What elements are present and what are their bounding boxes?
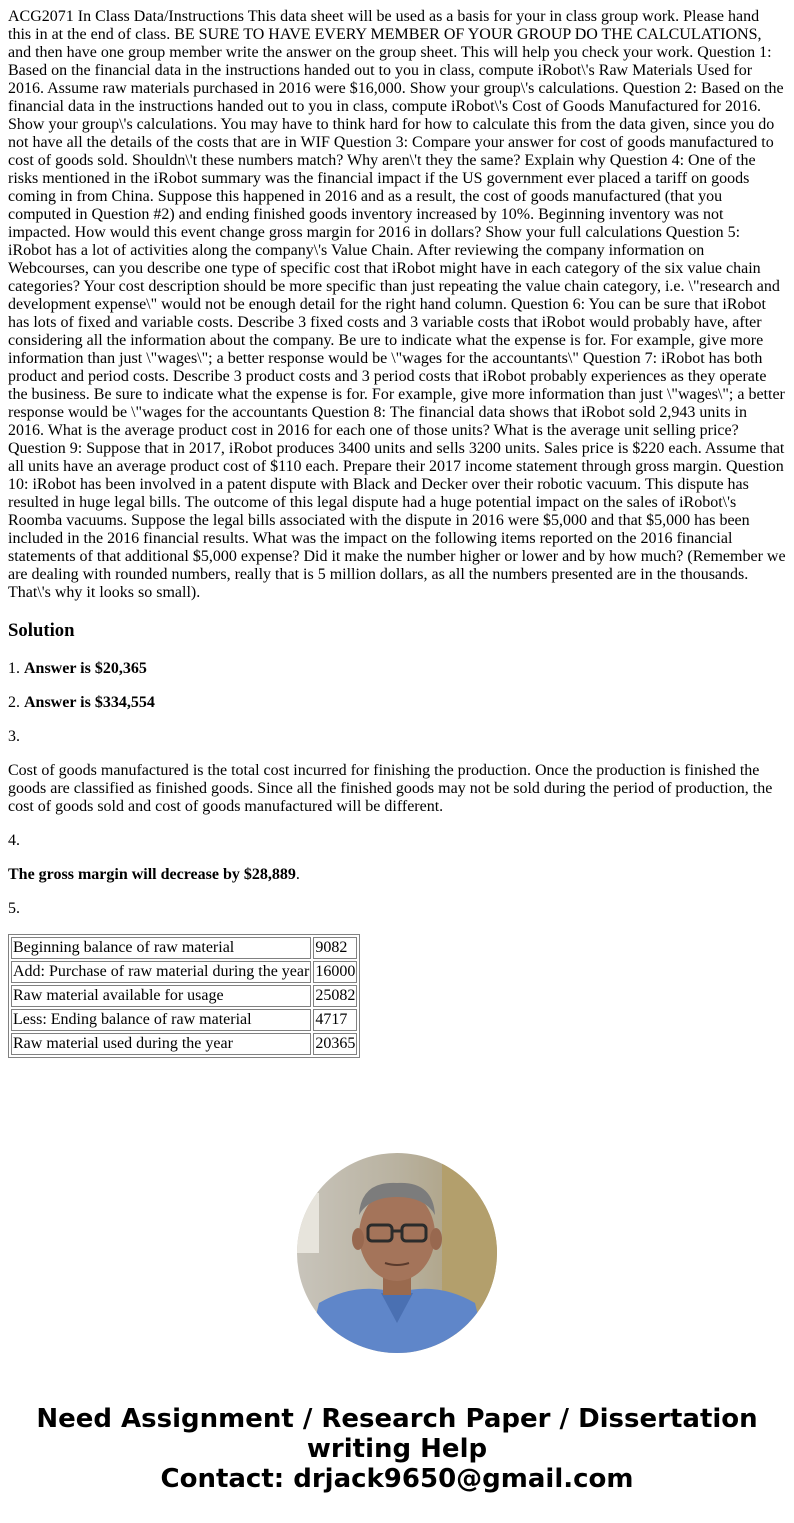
answer-4-period: . (295, 866, 300, 883)
table-row (11, 985, 357, 1007)
footer-line-1: Need Assignment / Research Paper / Dissertation (36, 1404, 758, 1434)
row-value: 4717 (313, 1009, 357, 1031)
author-avatar (297, 1153, 497, 1353)
raw-material-table (8, 934, 360, 1058)
row-value: 20365 (313, 1033, 357, 1055)
answer-5-number: 5. (8, 900, 20, 917)
answer-4-number: 4. (8, 832, 20, 849)
row-label: Less: Ending balance of raw material (11, 1009, 311, 1031)
answer-3-number: 3. (8, 728, 20, 745)
footer-contact-email: Contact: drjack9650@gmail.com (160, 1464, 634, 1494)
answer-2-text: Answer is $334,554 (24, 694, 155, 711)
solution-heading: Solution (8, 620, 75, 641)
row-value: 16000 (313, 961, 357, 983)
row-label: Raw material available for usage (11, 985, 311, 1007)
answer-1-text: Answer is $20,365 (24, 660, 147, 677)
instructions-text: ACG2071 In Class Data/Instructions This data sheet will be used as a basis for your in class group work. Please hand this in at the end of class. BE SURE TO HAVE EVERY MEMBER OF YOUR GROUP DO THE CALCULATIONS, and then have one group member write the answer on the group sheet. This will help you check your work. Question 1: Based on the financial data in the instructions handed out to you in class, compute iRobot\'s Raw Materials Used for 2016. Assume raw materials purchased in 2016 were $16,000. Show your group\'s calculations. Question 2: Based on the financial data in the instructions handed out to you in class, compute iRobot\'s Cost of Goods Manufactured for 2016. Show your group\'s calculations. You may have to think hard for how to calculate this from the data given, since you do not have all the details of the costs that are in WIF Question 3: Compare your answer for cost of goods manufactured to cost of goods sold. Shouldn\'t these numbers match? Why aren\'t they the same? Explain why Question 4: One of the risks mentioned in the iRobot summary was the financial impact if the US government ever placed a tariff on goods coming in from China. Suppose this happened in 2016 and as a result, the cost of goods manufactured (that you computed in Question #2) and ending finished goods inventory increased by 10%. Beginning inventory was not impacted. How would this event change gross margin for 2016 in dollars? Show your full calculations Question 5: iRobot has a lot of activities along the company\'s Value Chain. After reviewing the company information on Webcourses, can you describe one type of specific cost that iRobot might have in each category of the six value chain categories? Your cost description should be more specific than just repeating the value chain category, i.e. \"research and development expense\" would not be enough detail for the right hand column. Question 6: You can be sure that iRobot has lots of fixed and variable costs. Describe 3 fixed costs and 3 variable costs that iRobot would probably have, after considering all the information about the company. Be ure to indicate what the expense is for. For example, give more information than just \"wages\"; a better response would be \"wages for the accountants\" Question 7: iRobot has both product and period costs. Describe 3 product costs and 3 period costs that iRobot probably experiences as they operate the business. Be sure to indicate what the expense is for. For example, give more information than just \"wages\"; a better response would be \"wages for the accountants Question 8: The financial data shows that iRobot sold 2,943 units in 2016. What is the average product cost in 2016 for each one of those units? What is the average unit selling price? Question 9: Suppose that in 2017, iRobot produces 3400 units and sells 3200 units. Sales price is $220 each. Assume that all units have an average product cost of $110 each. Prepare their 2017 income statement through gross margin. Question 10: iRobot has been involved in a patent dispute with Black and Decker over their robotic vacuum. This dispute has resulted in huge legal bills. The outcome of this legal dispute had a huge potential impact on the sales of iRobot\'s Roomba vacuums. Suppose the legal bills associated with the dispute in 2016 were $5,000 and that $5,000 has been included in the 2016 financial results. What was the impact on the following items reported on the 2016 financial statements of that additional $5,000 expense? Did it make the number higher or lower and by how much? (Remember we are dealing with rounded numbers, really that is 5 million dollars, as all the numbers presented are in the thousands. That\'s why it looks so small). (8, 8, 786, 601)
row-label: Raw material used during the year (11, 1033, 311, 1055)
contact-footer (0, 1404, 794, 1494)
answer-3-text: Cost of goods manufactured is the total cost incurred for finishing the production. Once the production is finished the goods are classified as finished goods. Since all the finished goods may not be sold during the period of production, the cost of goods sold and cost of goods manufactured will be different. (8, 762, 773, 815)
table-row (11, 1033, 357, 1055)
answer-1-number: 1. (8, 660, 20, 677)
row-value: 25082 (313, 985, 357, 1007)
footer-line-2: writing Help (306, 1434, 488, 1464)
answer-2 (8, 694, 786, 712)
answer-2-number: 2. (8, 694, 20, 711)
author-photo-icon (297, 1153, 497, 1353)
table-row (11, 937, 357, 959)
row-value: 9082 (313, 937, 357, 959)
row-label: Beginning balance of raw material (11, 937, 311, 959)
table-row (11, 1009, 357, 1031)
row-label: Add: Purchase of raw material during the year (11, 961, 311, 983)
answer-4-text: The gross margin will decrease by $28,889 (8, 866, 296, 883)
answer-4 (8, 866, 786, 884)
answer-1 (8, 660, 786, 678)
table-row (11, 961, 357, 983)
